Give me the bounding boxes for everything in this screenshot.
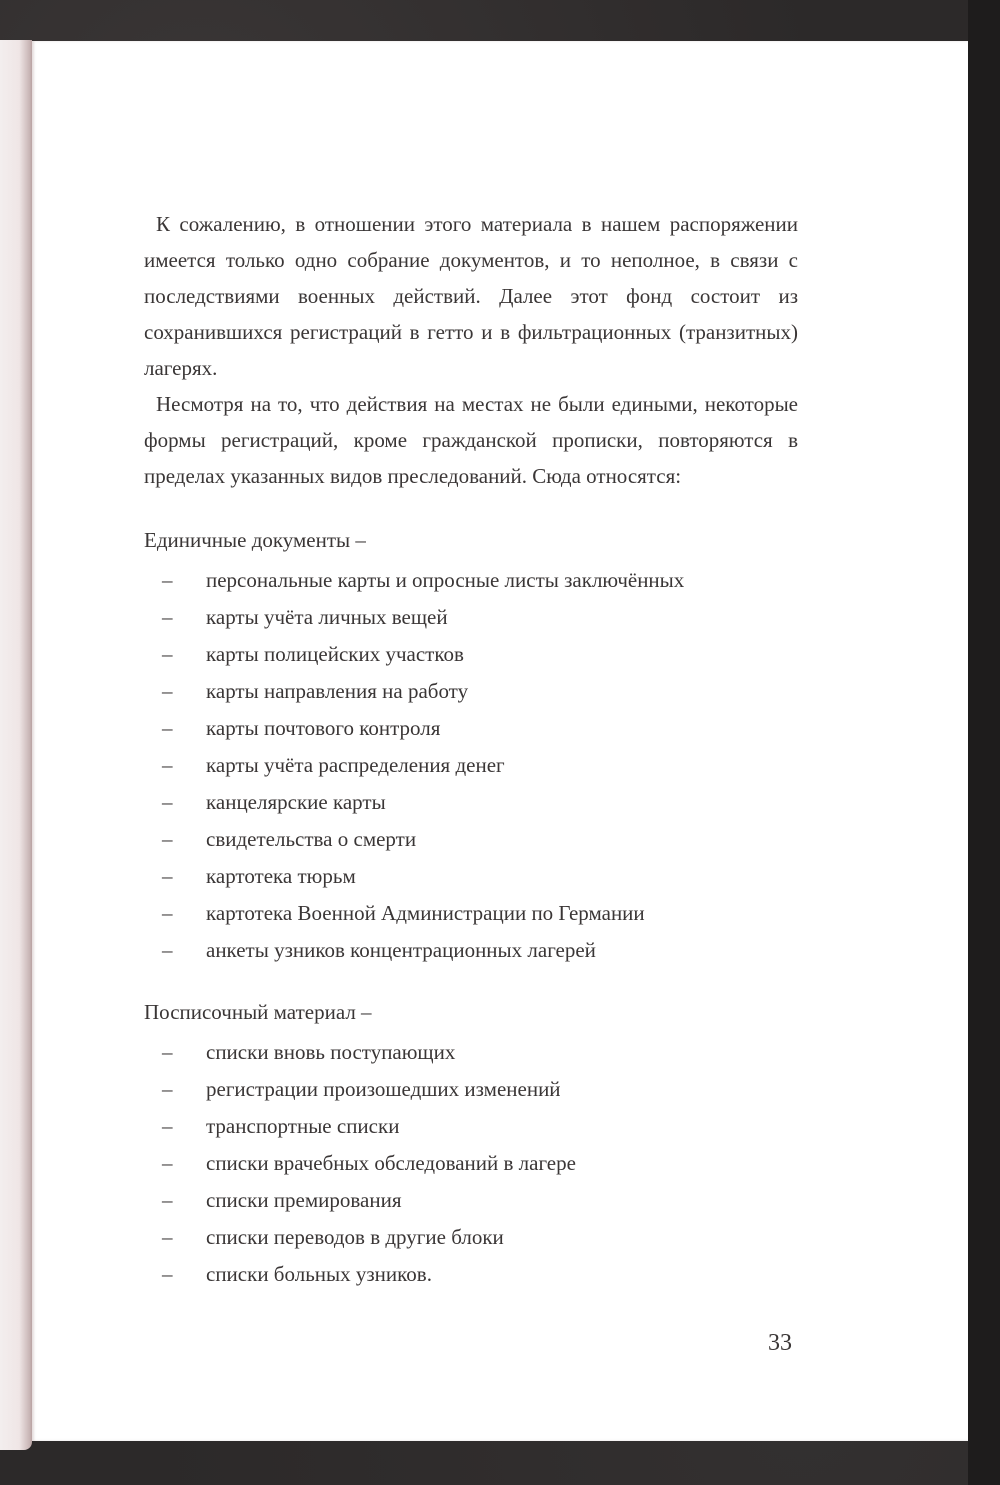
list-item-text: канцелярские карты: [206, 790, 386, 814]
dash-bullet-icon: –: [162, 605, 173, 629]
dash-bullet-icon: –: [162, 716, 173, 740]
list-item: [144, 1219, 798, 1256]
section-list-material: [144, 994, 798, 1293]
list-item: [144, 858, 798, 895]
dash-bullet-icon: –: [162, 901, 173, 925]
list-item: [144, 1145, 798, 1182]
list-item: [144, 895, 798, 932]
list-item: [144, 1182, 798, 1219]
paragraph-2: Несмотря на то, что действия на местах не были едиными, некоторые формы регистраций, кроме гражданской прописки, повторяются в пределах указанных видов преследований. Сюда относятся:: [144, 392, 798, 488]
list-item: [144, 932, 798, 969]
list-item: [144, 784, 798, 821]
list-item-text: списки больных узников.: [206, 1262, 432, 1286]
list-item-text: списки премирования: [206, 1188, 402, 1212]
list-item: [144, 1034, 798, 1071]
section-single-documents: [144, 522, 798, 969]
section-label: Единичные документы –: [144, 528, 366, 552]
list-item-text: карты учёта распределения денег: [206, 753, 505, 777]
list-item-text: списки врачебных обследований в лагере: [206, 1151, 576, 1175]
list-item-text: карты почтового контроля: [206, 716, 441, 740]
list-item-text: списки вновь поступающих: [206, 1040, 456, 1064]
dash-bullet-icon: –: [162, 1151, 173, 1175]
list-item: [144, 710, 798, 747]
list-item-text: персональные карты и опросные листы заключённых: [206, 568, 685, 592]
dash-bullet-icon: –: [162, 1114, 173, 1138]
list-item: [144, 636, 798, 673]
page-number: 33: [768, 1330, 792, 1356]
list-item: [144, 821, 798, 858]
section-label: Посписочный материал –: [144, 1000, 372, 1024]
list-item-text: регистрации произошедших изменений: [206, 1077, 561, 1101]
scan-right-edge: [968, 0, 1000, 1485]
dash-bullet-icon: –: [162, 753, 173, 777]
dash-bullet-icon: –: [162, 1262, 173, 1286]
dash-bullet-icon: –: [162, 1040, 173, 1064]
list-material-list: [144, 1034, 798, 1293]
list-item: [144, 747, 798, 784]
dash-bullet-icon: –: [162, 827, 173, 851]
list-item: [144, 1256, 798, 1293]
single-documents-list: [144, 562, 798, 969]
list-item-text: карты учёта личных вещей: [206, 605, 448, 629]
dash-bullet-icon: –: [162, 790, 173, 814]
dash-bullet-icon: –: [162, 568, 173, 592]
list-item-text: списки переводов в другие блоки: [206, 1225, 504, 1249]
dash-bullet-icon: –: [162, 864, 173, 888]
dash-bullet-icon: –: [162, 1077, 173, 1101]
underlying-page-edge: [0, 40, 32, 1450]
list-item-text: анкеты узников концентрационных лагерей: [206, 938, 596, 962]
dash-bullet-icon: –: [162, 642, 173, 666]
list-item: [144, 599, 798, 636]
dash-bullet-icon: –: [162, 679, 173, 703]
list-item-text: свидетельства о смерти: [206, 827, 417, 851]
list-item: [144, 1071, 798, 1108]
dash-bullet-icon: –: [162, 1225, 173, 1249]
dash-bullet-icon: –: [162, 938, 173, 962]
list-item-text: транспортные списки: [206, 1114, 400, 1138]
list-item-text: картотека Военной Администрации по Германии: [206, 901, 645, 925]
list-item: [144, 673, 798, 710]
page-body: [144, 206, 798, 494]
list-item: [144, 1108, 798, 1145]
list-item: [144, 562, 798, 599]
list-item-text: карты полицейских участков: [206, 642, 464, 666]
list-item-text: картотека тюрьм: [206, 864, 356, 888]
dash-bullet-icon: –: [162, 1188, 173, 1212]
list-item-text: карты направления на работу: [206, 679, 469, 703]
paragraph-1: К сожалению, в отношении этого материала в нашем распоряжении имеется только одно собрание документов, и то неполное, в связи с последствиями военных действий. Далее этот фонд состоит из сохранившихся регистраций в гетто и в фильтрационных (транзитных) лагерях.: [144, 212, 798, 380]
